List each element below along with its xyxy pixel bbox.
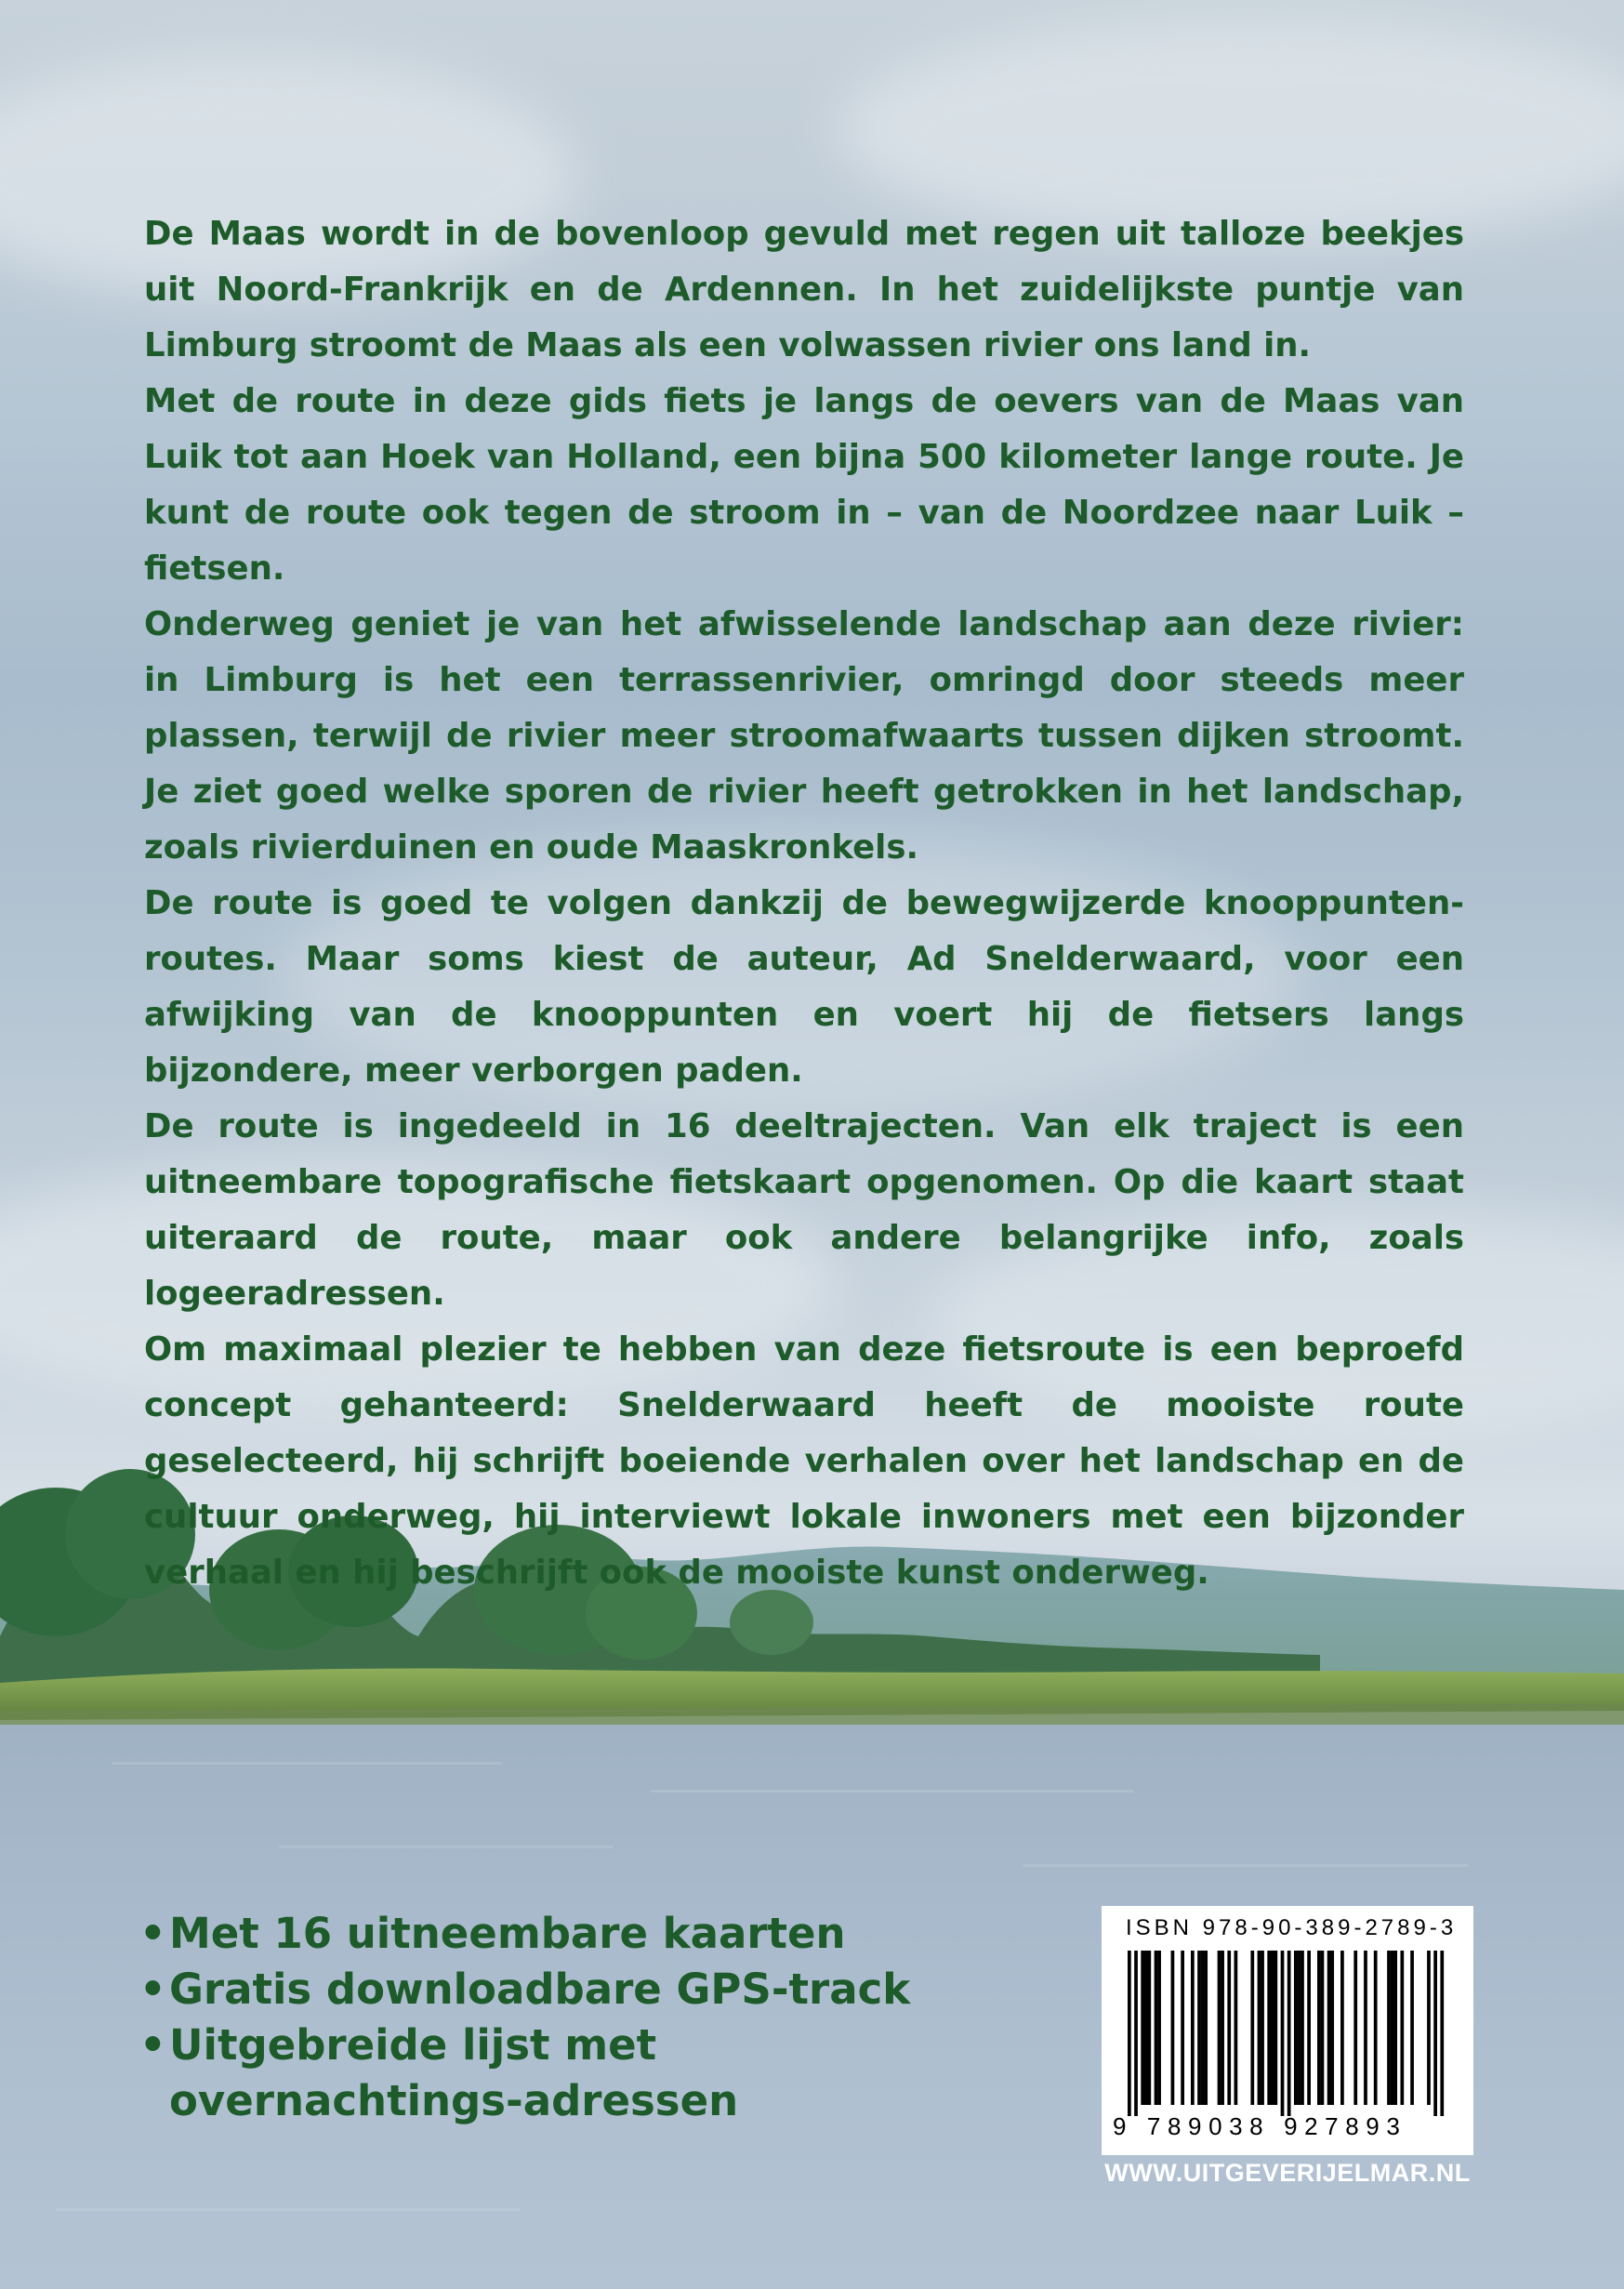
barcode-bar [1134,1951,1138,2116]
barcode-bar [1155,1951,1158,2105]
barcode-bar [1340,1951,1344,2105]
feature-item [139,1906,976,1962]
barcode-bar [1267,1951,1271,2105]
feature-list [139,1906,976,2129]
barcode-bar [1197,1951,1201,2105]
isbn-label: ISBN 978-90-389-2789-3 [1126,1915,1458,1940]
barcode-bar [1400,1951,1404,2105]
barcode-bar [1258,1951,1261,2105]
barcode-bar [1327,1951,1331,2105]
ripple [1023,1864,1469,1867]
barcode-bar [1393,1951,1397,2105]
barcode-bar [1427,1951,1431,2105]
barcode-digits: 9 789038 927893 [1113,2112,1407,2140]
blurb-paragraph: Om maximaal plezier te hebben van deze fietsroute is een beproefd concept gehanteerd: Snelderwaard heeft de mooiste route geselecteerd, hij schrijft boeiende verhalen over het landschap en de cultuur onderweg, hij interviewt lokale inwoners met een bijzonder verhaal en hij beschrijft ook de mooiste kunst onderweg. [144,1330,1464,1592]
barcode-bar [1294,1951,1298,2105]
barcode-bar [1204,1951,1208,2105]
barcode-bar [1410,1951,1414,2105]
feature-text: Gratis downloadbare GPS-track [169,1965,911,2014]
barcode-bars [1118,1951,1457,2116]
barcode-bar [1433,1951,1437,2116]
feature-text: Met 16 uitneembare kaarten [169,1909,846,1958]
ripple [56,2208,521,2211]
barcode-bar [1287,1951,1291,2116]
barcode-bar [1321,1951,1325,2105]
barcode-bar [1298,1951,1301,2105]
barcode-bar [1281,1951,1285,2116]
bullet: • [139,1909,166,1958]
barcode-bar [1201,1951,1205,2105]
blurb-paragraph: Onderweg geniet je van het afwisselende landschap aan deze rivier: in Limburg is het een terrassenrivier, omringd door steeds meer plassen, terwijl de rivier meer stroomafwaarts tussen dijken stroomt. Je ziet goed welke sporen de rivier heeft getrokken in het landschap, zoals rivierduinen en oude Maaskronkels. [144,605,1464,867]
barcode-bar [1235,1951,1238,2105]
publisher-website: WWW.UITGEVERIJELMAR.NL [1104,2159,1471,2187]
barcode-bar [1330,1951,1334,2105]
barcode-bar [1171,1951,1175,2105]
ripple [279,1846,614,1848]
barcode-bar [1374,1951,1378,2105]
isbn-barcode [1102,1906,1473,2155]
blurb-paragraph: Met de route in deze gids fiets je langs de oevers van de Maas van Luik tot aan Hoek van Holland, een bijna 500 kilometer lange route. Je kunt de route ook tegen de stroom in – van de Noordzee naar Luik – fietsen. [144,382,1464,588]
barcode-bar [1440,1951,1444,2116]
feature-item [139,1962,976,2018]
barcode-bar [1221,1951,1224,2105]
barcode-bar [1261,1951,1264,2105]
feature-item [139,2018,976,2129]
barcode-bar [1218,1951,1221,2105]
barcode-bar [1144,1951,1148,2105]
barcode-bar [1353,1951,1357,2105]
barcode-bar [1271,1951,1274,2105]
feature-text: Uitgebreide lijst met overnachtings-adressen [169,2020,739,2125]
barcode-bar [1141,1951,1144,2105]
barcode-bar [1387,1951,1391,2105]
barcode-bar [1274,1951,1277,2105]
bullet: • [139,1965,166,2014]
ripple [651,1790,1134,1793]
barcode-bar [1317,1951,1321,2105]
barcode-bar [1128,1951,1131,2116]
barcode-bar [1227,1951,1231,2105]
blurb-paragraph: De route is goed te volgen dankzij de bewegwijzerde knooppunten-routes. Maar soms kiest de auteur, Ad Snelderwaard, voor een afwijking van de knooppunten en voert hij de fietsers langs bijzondere, meer verborgen paden. [144,884,1464,1090]
blurb-text [144,206,1464,1601]
ripple [112,1762,502,1765]
barcode-bar [1301,1951,1304,2105]
barcode-bar [1191,1951,1195,2105]
barcode-bar [1307,1951,1311,2105]
blurb-paragraph: De Maas wordt in de bovenloop gevuld met regen uit talloze beekjes uit Noord-Frankrijk en de Ardennen. In het zuidelijkste puntje van Limburg stroomt de Maas als een volwassen rivier ons land in. [144,215,1464,364]
barcode-bar [1157,1951,1161,2105]
barcode-bar [1364,1951,1367,2105]
barcode-bar [1250,1951,1254,2105]
barcode-bar [1147,1951,1151,2105]
bullet: • [139,2020,166,2070]
barcode-bar [1391,1951,1394,2105]
blurb-paragraph: De route is ingedeeld in 16 deeltrajecten. Van elk traject is een uitneembare topografische fietskaart opgenomen. Op die kaart staat uiteraard de route, maar ook andere belangrijke info, zoals logeeradressen. [144,1107,1464,1313]
barcode-bar [1181,1951,1184,2105]
